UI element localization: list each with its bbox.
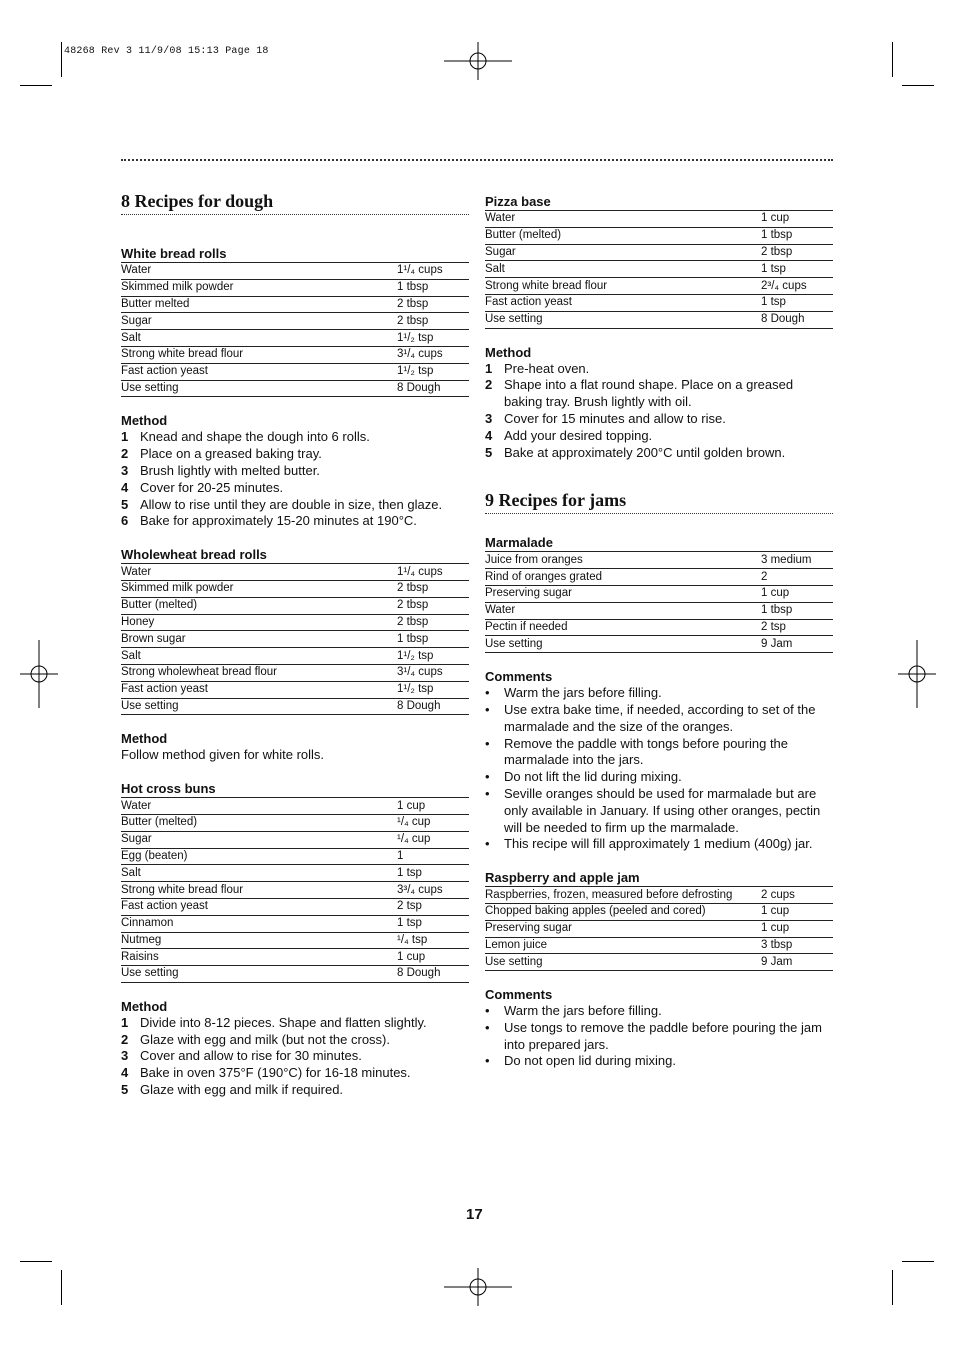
registration-mark-bottom [444,1268,512,1306]
ingredient-quantity: 2 cups [761,887,833,904]
method-step [485,361,833,378]
ingredient-row [485,585,833,602]
crop-mark [61,1270,62,1305]
ingredient-row [121,831,469,848]
ingredient-row [121,814,469,831]
ingredient-row [121,279,469,296]
step-text: Shape into a flat round shape. Place on a greased baking tray. Brush lightly with oil. [504,377,794,410]
ingredient-row [121,330,469,347]
bullet-icon: • [485,1053,490,1069]
ingredient-quantity: 1 tsp [397,865,469,882]
ingredient-name: Raisins [121,949,397,966]
ingredient-name: Preserving sugar [485,585,761,602]
ingredient-name: Fast action yeast [121,898,397,915]
ingredient-quantity: 2 tbsp [761,244,833,261]
ingredients-table-wholewheat-rolls [121,563,469,715]
ingredient-quantity: ¹/₄ tsp [397,932,469,949]
ingredient-quantity: 1 [397,848,469,865]
ingredient-name: Butter (melted) [121,597,397,614]
ingredient-name: Salt [121,330,397,347]
ingredient-name: Sugar [485,244,761,261]
ingredient-quantity: 1¹/₂ tsp [397,330,469,347]
ingredient-quantity: 1 tsp [761,294,833,311]
ingredient-quantity: 1 cup [397,798,469,815]
comment-item [485,685,833,702]
ingredient-quantity: 1 cup [761,903,833,920]
ingredient-quantity: 1¹/₂ tsp [397,681,469,698]
ingredient-quantity: 1 cup [761,920,833,937]
ingredient-row [121,848,469,865]
ingredient-name: Raspberries, frozen, measured before defrosting [485,887,761,904]
ingredients-table-white-rolls [121,262,469,397]
ingredient-row [121,915,469,932]
comment-item [485,1053,833,1070]
method-step [121,446,469,463]
method-title: Method [485,344,532,360]
method-title: Method [121,731,168,747]
comment-text: Do not lift the lid during mixing. [504,769,682,785]
step-text: Cover and allow to rise for 30 minutes. [140,1048,362,1064]
ingredient-row [121,363,469,380]
ingredient-quantity: 1 tbsp [397,631,469,648]
ingredient-name: Preserving sugar [485,920,761,937]
ingredient-name: Butter (melted) [121,814,397,831]
ingredient-row [121,865,469,882]
step-number: 4 [121,1065,129,1081]
comment-item [485,702,833,736]
method-step [121,497,469,514]
ingredient-row [485,937,833,954]
ingredient-name: Rind of oranges grated [485,569,761,586]
ingredient-name: Use setting [485,636,761,653]
ingredient-name: Salt [121,865,397,882]
ingredient-quantity: 8 Dough [761,311,833,328]
ingredient-name: Fast action yeast [121,681,397,698]
recipe-title-hot-cross-buns: Hot cross buns [121,781,216,797]
ingredient-name: Fast action yeast [485,294,761,311]
step-number: 3 [485,410,493,426]
ingredient-row [485,903,833,920]
ingredient-row [121,664,469,681]
ingredient-row [121,798,469,815]
method-step [485,428,833,445]
ingredient-row [121,597,469,614]
ingredient-name: Fast action yeast [121,363,397,380]
ingredient-name: Skimmed milk powder [121,580,397,597]
ingredient-row [121,932,469,949]
ingredient-name: Strong white bread flour [121,882,397,899]
ingredient-name: Chopped baking apples (peeled and cored) [485,903,761,920]
comment-item [485,769,833,786]
method-step [121,1082,469,1099]
method-step [485,377,833,411]
registration-mark-left [20,640,58,708]
method-steps-pizza [485,361,833,462]
ingredient-quantity: 1 cup [761,211,833,228]
ingredient-row [485,211,833,228]
ingredient-name: Lemon juice [485,937,761,954]
ingredient-row [485,636,833,653]
method-title: Method [121,413,168,429]
comment-text: Use extra bake time, if needed, according to set of the marmalade and the size of the oranges. [504,701,816,734]
ingredient-row [121,698,469,715]
step-number: 3 [121,1048,129,1064]
crop-mark [20,1261,52,1262]
ingredient-quantity: 1¹/₂ tsp [397,648,469,665]
ingredient-quantity: 8 Dough [397,966,469,983]
ingredient-quantity: 1¹/₄ cups [397,564,469,581]
method-title: Method [121,998,168,1014]
step-number: 4 [121,479,129,495]
ingredient-name: Strong white bread flour [485,278,761,295]
ingredient-row [121,614,469,631]
crop-mark [20,85,52,86]
ingredient-row [121,966,469,983]
ingredient-quantity: 8 Dough [397,698,469,715]
step-text: Divide into 8-12 pieces. Shape and flatten slightly. [140,1014,427,1030]
section-title-jams: 9 Recipes for jams [485,489,833,514]
ingredient-quantity: 3 tbsp [761,937,833,954]
ingredient-name: Salt [121,648,397,665]
step-text: Cover for 20-25 minutes. [140,479,284,495]
ingredient-row [121,380,469,397]
method-steps-white-rolls [121,429,469,530]
ingredient-row [121,346,469,363]
ingredient-row [121,631,469,648]
bullet-icon: • [485,785,490,801]
step-text: Glaze with egg and milk if required. [140,1082,344,1098]
right-column [485,194,833,1070]
registration-mark-top [444,42,512,80]
ingredient-row [121,313,469,330]
ingredient-quantity: 2 tbsp [397,614,469,631]
ingredient-name: Use setting [485,954,761,971]
ingredient-name: Use setting [485,311,761,328]
ingredient-quantity: 1¹/₄ cups [397,263,469,280]
bullet-icon: • [485,836,490,852]
ingredient-row [485,261,833,278]
ingredient-row [121,580,469,597]
ingredient-quantity: 3¹/₄ cups [397,346,469,363]
ingredient-name: Pectin if needed [485,619,761,636]
ingredient-quantity: 1 tbsp [397,279,469,296]
ingredient-row [485,278,833,295]
step-number: 5 [121,496,129,512]
method-step [121,1048,469,1065]
method-step [485,411,833,428]
header-dotted-rule [121,159,833,161]
ingredient-name: Juice from oranges [485,552,761,569]
step-number: 4 [485,427,493,443]
comments-title: Comments [485,987,553,1003]
method-step [121,429,469,446]
step-number: 1 [485,360,493,376]
recipe-title-raspberry-jam: Raspberry and apple jam [485,870,640,886]
ingredient-name: Water [485,211,761,228]
ingredient-name: Use setting [121,966,397,983]
ingredient-quantity: 8 Dough [397,380,469,397]
ingredient-row [485,920,833,937]
bullet-icon: • [485,685,490,701]
step-text: Glaze with egg and milk (but not the cross). [140,1031,391,1047]
step-text: Brush lightly with melted butter. [140,462,320,478]
ingredient-row [485,552,833,569]
left-column [121,190,469,1099]
ingredient-name: Water [121,263,397,280]
method-text-wholewheat: Follow method given for white rolls. [121,747,325,763]
crop-mark [892,1270,893,1305]
method-step [121,1015,469,1032]
ingredient-quantity: 1 tsp [397,915,469,932]
crop-mark [61,42,62,77]
ingredient-row [485,619,833,636]
ingredient-name: Butter (melted) [485,227,761,244]
step-text: Add your desired topping. [504,427,653,443]
comment-text: Use tongs to remove the paddle before pouring the jam into prepared jars. [504,1019,822,1052]
ingredient-name: Water [121,798,397,815]
ingredient-row [485,887,833,904]
ingredients-table-raspberry [485,886,833,971]
method-step [485,445,833,462]
bullet-icon: • [485,735,490,751]
recipe-title-pizza-base: Pizza base [485,194,551,209]
comment-text: Remove the paddle with tongs before pouring the marmalade into the jars. [504,735,789,768]
method-step [121,1065,469,1082]
ingredient-name: Nutmeg [121,932,397,949]
bullet-icon: • [485,1003,490,1019]
step-number: 1 [121,1014,129,1030]
comment-item [485,736,833,770]
ingredient-quantity: 1 tbsp [761,227,833,244]
ingredients-table-hot-cross-buns [121,797,469,983]
ingredient-quantity: 2 tbsp [397,580,469,597]
recipe-title-white-rolls: White bread rolls [121,246,227,261]
ingredient-row [121,882,469,899]
comment-text: Warm the jars before filling. [504,685,662,701]
ingredient-name: Use setting [121,380,397,397]
ingredient-name: Use setting [121,698,397,715]
ingredient-name: Water [485,602,761,619]
step-number: 5 [121,1082,129,1098]
step-text: Bake at approximately 200°C until golden brown. [504,444,786,460]
ingredient-quantity: 3 medium [761,552,833,569]
section-title-dough: 8 Recipes for dough [121,190,469,215]
comment-item [485,836,833,853]
step-number: 2 [121,1031,129,1047]
ingredient-name: Honey [121,614,397,631]
ingredient-quantity: 2 tbsp [397,313,469,330]
comment-text: Warm the jars before filling. [504,1003,662,1019]
bullet-icon: • [485,769,490,785]
step-number: 6 [121,513,129,529]
comment-item [485,786,833,836]
registration-mark-right [898,640,936,708]
page-number: 17 [466,1206,483,1223]
ingredient-quantity: 2 [761,569,833,586]
method-step [121,463,469,480]
step-text: Cover for 15 minutes and allow to rise. [504,410,726,426]
comment-text: Seville oranges should be used for marmalade but are only available in January. If using other oranges, pectin will be needed to firm up the marmalade. [504,785,821,835]
step-text: Place on a greased baking tray. [140,446,322,462]
ingredient-name: Water [121,564,397,581]
ingredient-row [121,564,469,581]
crop-mark [892,42,893,77]
step-number: 2 [485,377,493,393]
ingredient-row [121,263,469,280]
recipe-title-marmalade: Marmalade [485,535,553,551]
ingredient-row [485,954,833,971]
ingredient-quantity: 3³/₄ cups [397,882,469,899]
ingredient-name: Sugar [121,831,397,848]
ingredient-quantity: 3¹/₄ cups [397,664,469,681]
ingredient-quantity: ¹/₄ cup [397,814,469,831]
method-steps-hot-cross-buns [121,1015,469,1099]
recipe-title-wholewheat-rolls: Wholewheat bread rolls [121,547,267,563]
step-text: Bake in oven 375°F (190°C) for 16-18 minutes. [140,1065,411,1081]
bullet-icon: • [485,701,490,717]
ingredient-name: Sugar [121,313,397,330]
ingredient-name: Skimmed milk powder [121,279,397,296]
ingredient-name: Salt [485,261,761,278]
ingredient-name: Strong white bread flour [121,346,397,363]
ingredient-row [485,227,833,244]
ingredient-quantity: 1¹/₂ tsp [397,363,469,380]
ingredient-quantity: 1 tsp [761,261,833,278]
ingredient-quantity: 2 tbsp [397,597,469,614]
method-step [121,1032,469,1049]
ingredient-row [121,648,469,665]
ingredient-quantity: 1 cup [397,949,469,966]
ingredient-name: Strong wholewheat bread flour [121,664,397,681]
ingredient-quantity: 2³/₄ cups [761,278,833,295]
ingredient-row [121,949,469,966]
step-number: 3 [121,462,129,478]
ingredient-quantity: 2 tsp [761,619,833,636]
comments-list-raspberry [485,1003,833,1070]
bullet-icon: • [485,1019,490,1035]
ingredient-quantity: 1 tbsp [761,602,833,619]
ingredient-row [121,296,469,313]
ingredient-name: Brown sugar [121,631,397,648]
comments-title: Comments [485,669,553,685]
ingredient-row [485,311,833,328]
ingredient-quantity: 9 Jam [761,636,833,653]
crop-mark [902,1261,934,1262]
ingredient-name: Cinnamon [121,915,397,932]
ingredients-table-pizza [485,210,833,329]
ingredient-quantity: ¹/₄ cup [397,831,469,848]
ingredient-row [121,898,469,915]
step-number: 5 [485,444,493,460]
print-slug: 48268 Rev 3 11/9/08 15:13 Page 18 [64,46,269,57]
comment-text: This recipe will fill approximately 1 medium (400g) jar. [504,836,813,852]
ingredient-quantity: 2 tbsp [397,296,469,313]
comment-item [485,1003,833,1020]
ingredient-name: Egg (beaten) [121,848,397,865]
step-text: Allow to rise until they are double in size, then glaze. [140,496,443,512]
ingredient-name: Butter melted [121,296,397,313]
ingredient-quantity: 9 Jam [761,954,833,971]
ingredient-row [485,294,833,311]
method-step [121,480,469,497]
step-text: Pre-heat oven. [504,360,590,376]
comments-list-marmalade [485,685,833,853]
step-number: 1 [121,429,129,445]
step-number: 2 [121,446,129,462]
ingredient-row [485,602,833,619]
crop-mark [902,85,934,86]
comment-item [485,1020,833,1054]
ingredient-row [485,569,833,586]
ingredients-table-marmalade [485,551,833,653]
method-step [121,513,469,530]
comment-text: Do not open lid during mixing. [504,1053,676,1069]
ingredient-quantity: 1 cup [761,585,833,602]
step-text: Knead and shape the dough into 6 rolls. [140,429,370,445]
ingredient-quantity: 2 tsp [397,898,469,915]
step-text: Bake for approximately 15-20 minutes at 190°C. [140,513,417,529]
ingredient-row [121,681,469,698]
ingredient-row [485,244,833,261]
